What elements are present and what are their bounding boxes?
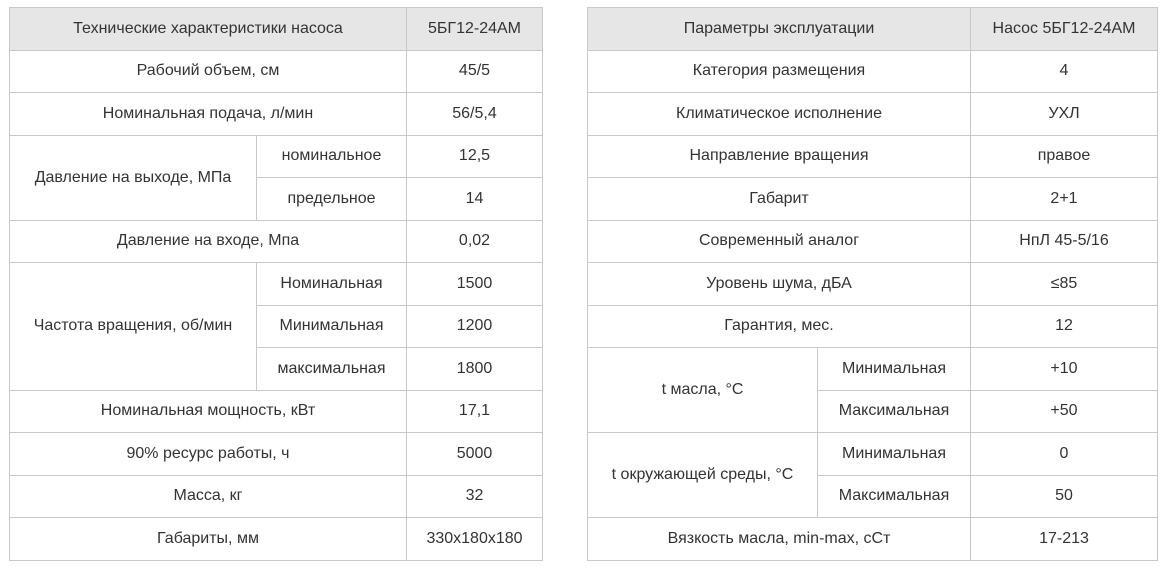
row-value: 0	[971, 433, 1158, 476]
header-param: Параметры эксплуатации	[588, 8, 971, 51]
table-row	[10, 135, 543, 178]
row-label: Современный аналог	[588, 220, 971, 263]
row-sublabel: номинальное	[257, 135, 407, 178]
table-row	[10, 518, 543, 561]
header-value: 5БГ12-24АМ	[407, 8, 543, 51]
row-value: 17,1	[407, 390, 543, 433]
table-header-row	[588, 8, 1158, 51]
table-row	[588, 263, 1158, 306]
row-value: НпЛ 45-5/16	[971, 220, 1158, 263]
row-sublabel: максимальная	[257, 348, 407, 391]
table-row	[10, 220, 543, 263]
row-value: правое	[971, 135, 1158, 178]
row-sublabel: Максимальная	[818, 475, 971, 518]
row-sublabel: Максимальная	[818, 390, 971, 433]
row-label: Масса, кг	[10, 475, 407, 518]
row-label: 90% ресурс работы, ч	[10, 433, 407, 476]
row-value: ≤85	[971, 263, 1158, 306]
row-label: Рабочий объем, см	[10, 50, 407, 93]
row-value: 5000	[407, 433, 543, 476]
row-value: 1200	[407, 305, 543, 348]
table-header-row	[10, 8, 543, 51]
table-row	[10, 433, 543, 476]
row-label: Габарит	[588, 178, 971, 221]
row-label: Гарантия, мес.	[588, 305, 971, 348]
row-value: 56/5,4	[407, 93, 543, 136]
row-label: Климатическое исполнение	[588, 93, 971, 136]
row-value: 14	[407, 178, 543, 221]
row-label: Уровень шума, дБА	[588, 263, 971, 306]
row-label: t окружающей среды, °С	[588, 433, 818, 518]
table-row	[588, 348, 1158, 391]
row-sublabel: предельное	[257, 178, 407, 221]
row-label: t масла, °С	[588, 348, 818, 433]
pump-specs-table	[9, 7, 543, 561]
table-row	[588, 220, 1158, 263]
table-row	[588, 433, 1158, 476]
row-label: Направление вращения	[588, 135, 971, 178]
header-param: Технические характеристики насоса	[10, 8, 407, 51]
row-label: Номинальная подача, л/мин	[10, 93, 407, 136]
row-value: 45/5	[407, 50, 543, 93]
table-row	[10, 50, 543, 93]
row-value: 12,5	[407, 135, 543, 178]
row-value: +10	[971, 348, 1158, 391]
table-row	[10, 93, 543, 136]
row-value: 0,02	[407, 220, 543, 263]
row-value: УХЛ	[971, 93, 1158, 136]
row-value: 2+1	[971, 178, 1158, 221]
row-value: +50	[971, 390, 1158, 433]
table-row	[588, 305, 1158, 348]
row-value: 32	[407, 475, 543, 518]
row-value: 1500	[407, 263, 543, 306]
header-value: Насос 5БГ12-24АМ	[971, 8, 1158, 51]
row-value: 1800	[407, 348, 543, 391]
table-row	[10, 390, 543, 433]
operation-params-table	[587, 7, 1158, 561]
table-row	[10, 263, 543, 306]
table-row	[10, 475, 543, 518]
row-sublabel: Минимальная	[257, 305, 407, 348]
table-row	[588, 93, 1158, 136]
row-value: 4	[971, 50, 1158, 93]
row-label: Вязкость масла, min-max, сСт	[588, 518, 971, 561]
table-row	[588, 178, 1158, 221]
row-label: Давление на выходе, МПа	[10, 135, 257, 220]
row-value: 12	[971, 305, 1158, 348]
row-label: Номинальная мощность, кВт	[10, 390, 407, 433]
table-row	[588, 135, 1158, 178]
row-value: 330x180x180	[407, 518, 543, 561]
row-sublabel: Минимальная	[818, 348, 971, 391]
table-row	[588, 50, 1158, 93]
row-label: Частота вращения, об/мин	[10, 263, 257, 391]
row-label: Давление на входе, Мпа	[10, 220, 407, 263]
row-value: 50	[971, 475, 1158, 518]
table-row	[588, 518, 1158, 561]
row-sublabel: Минимальная	[818, 433, 971, 476]
row-value: 17-213	[971, 518, 1158, 561]
row-label: Категория размещения	[588, 50, 971, 93]
row-label: Габариты, мм	[10, 518, 407, 561]
row-sublabel: Номинальная	[257, 263, 407, 306]
